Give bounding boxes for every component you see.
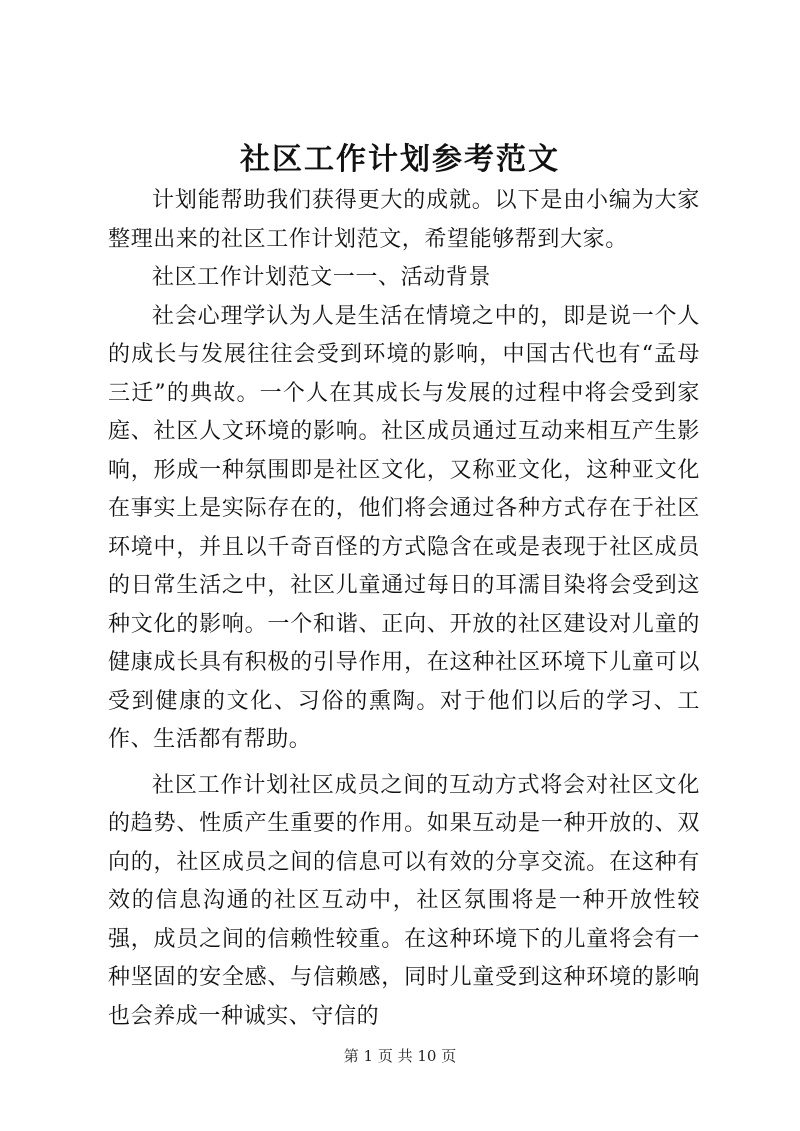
body-paragraph-interaction: 社区工作计划社区成员之间的互动方式将会对社区文化的趋势、性质产生重要的作用。如果互动是一种开放的、双向的，社区成员之间的信息可以有效的分享交流。在这种有效的信息沟通的社区互动中，社区氛围将是一种开放性较强，成员之间的信赖性较重。在这种环境下的儿童将会有一种坚固的安全感、与信赖感，同时儿童受到这种环境的影响也会养成一种诚实、守信的 — [108, 772, 700, 1029]
body-paragraph-background: 社会心理学认为人是生活在情境之中的，即是说一个人的成长与发展往往会受到环境的影响，中国古代也有“孟母三迁”的典故。一个人在其成长与发展的过程中将会受到家庭、社区人文环境的影响。社区成员通过互动来相互产生影响，形成一种氛围即是社区文化，又称亚文化，这种亚文化在事实上是实际存在的，他们将会通过各种方式存在于社区环境中，并且以千奇百怪的方式隐含在或是表现于社区成员的日常生活之中，社区儿童通过每日的耳濡目染将会受到这种文化的影响。一个和谐、正向、开放的社区建设对儿童的健康成长具有积极的引导作用，在这种社区环境下儿童可以受到健康的文化、习俗的熏陶。对于他们以后的学习、工作、生活都有帮助。 — [108, 303, 700, 752]
document-title: 社区工作计划参考范文 — [240, 142, 560, 177]
intro-paragraph: 计划能帮助我们获得更大的成就。以下是由小编为大家整理出来的社区工作计划范文，希望能够帮到大家。 — [108, 188, 700, 252]
page-footer: 第 1 页 共 10 页 — [343, 1047, 457, 1065]
document-body — [108, 182, 700, 1036]
section-heading: 社区工作计划范文一一、活动背景 — [152, 265, 492, 290]
